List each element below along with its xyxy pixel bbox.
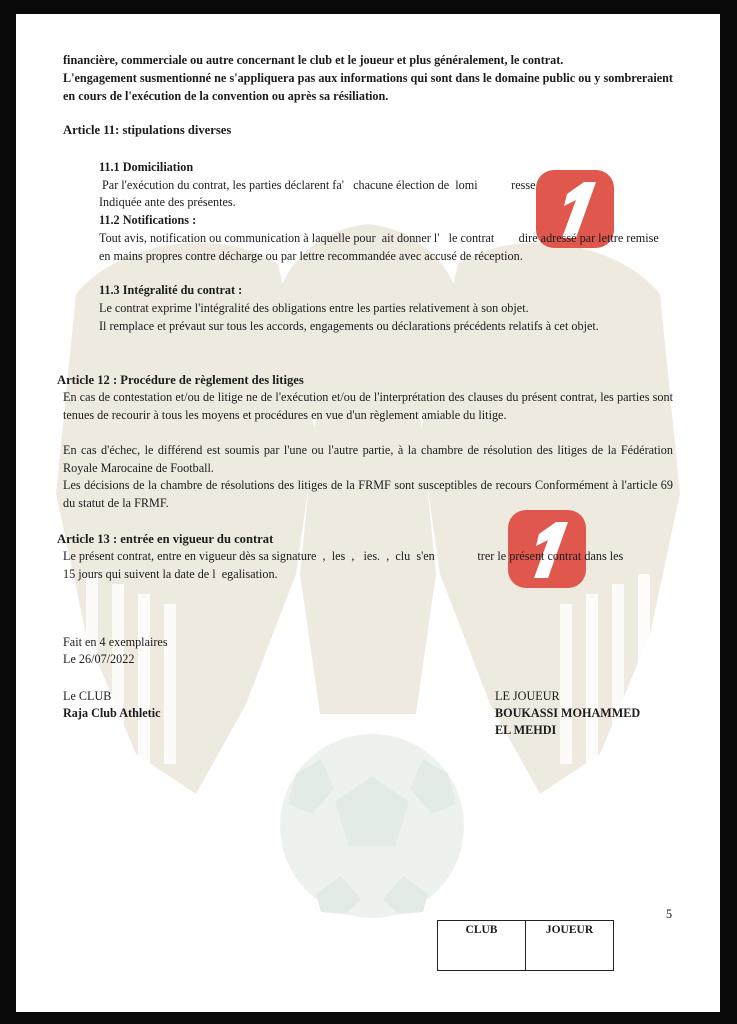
player-label: LE JOUEUR bbox=[495, 689, 560, 703]
article-12-paragraph-1: En cas de contestation et/ou de litige ne de l'exécution et/ou de l'interprétation des clauses du présent contrat, les parties sont tenues de recourir à tous les moyens et procédures en vue d'un règlement amiable du litige. bbox=[63, 390, 673, 422]
section-11-3-title: 11.3 Intégralité du contrat : bbox=[99, 283, 243, 297]
player-name-line-1: BOUKASSI MOHAMMED bbox=[495, 706, 641, 720]
document-page bbox=[16, 14, 720, 1012]
article-12-paragraph-3: Les décisions de la chambre de résolutions des litiges de la FRMF sont susceptibles de recours Conformément à l'article 69 du statut de la FRMF. bbox=[63, 478, 673, 510]
section-11-2-text: Tout avis, notification ou communication à laquelle pour ait donner l' le contrat dire adressé par lettre remise en mains propres contre décharge ou par lettre recommandée avec accusé de réception. bbox=[99, 231, 662, 263]
club-label: Le CLUB bbox=[63, 689, 112, 703]
closing-date: Le 26/07/2022 bbox=[63, 652, 135, 666]
section-11-3-text-2: Il remplace et prévaut sur tous les accords, engagements ou déclarations précédents relatifs à cet objet. bbox=[99, 319, 599, 333]
intro-paragraph: L'engagement susmentionné ne s'appliquera pas aux informations qui sont dans le domaine public ou y sombreraient en cours de l'exécution de la convention ou après sa résiliation. bbox=[63, 71, 673, 103]
initials-cell-joueur: JOUEUR bbox=[545, 924, 594, 936]
article-11-title: Article 11: stipulations diverses bbox=[63, 123, 232, 137]
page-number: 5 bbox=[666, 907, 673, 921]
initials-cell-club: CLUB bbox=[438, 921, 526, 970]
initials-table bbox=[437, 920, 614, 971]
section-11-1-text-2: Indiquée ante des présentes. bbox=[99, 195, 236, 209]
player-name-line-2: EL MEHDI bbox=[495, 723, 557, 737]
article-12-paragraph-2: En cas d'échec, le différend est soumis par l'une ou l'autre partie, à la chambre de résolution des litiges de la Fédération Royale Marocaine de Football. bbox=[63, 443, 673, 475]
section-11-2-title: 11.2 Notifications : bbox=[99, 213, 197, 227]
section-11-1-text: Par l'exécution du contrat, les parties déclarent fa' chacune élection de lomi resse bbox=[102, 178, 536, 192]
article-13-title: Article 13 : entrée en vigueur du contrat bbox=[57, 532, 274, 546]
closing-copies: Fait en 4 exemplaires bbox=[63, 635, 168, 649]
article-12-title: Article 12 : Procédure de règlement des litiges bbox=[57, 373, 304, 387]
intro-line-1: financière, commerciale ou autre concernant le club et le joueur et plus généralement, le contrat. bbox=[63, 53, 564, 67]
section-11-3-text-1: Le contrat exprime l'intégralité des obligations entre les parties relativement à son objet. bbox=[99, 301, 529, 315]
club-name: Raja Club Athletic bbox=[63, 706, 161, 720]
article-13-paragraph: Le présent contrat, entre en vigueur dès sa signature , les , ies. , clu s'en trer le présent contrat dans les 15 jours qui suivent la date de l egalisation. bbox=[63, 549, 627, 581]
section-11-1-title: 11.1 Domiciliation bbox=[99, 160, 194, 174]
